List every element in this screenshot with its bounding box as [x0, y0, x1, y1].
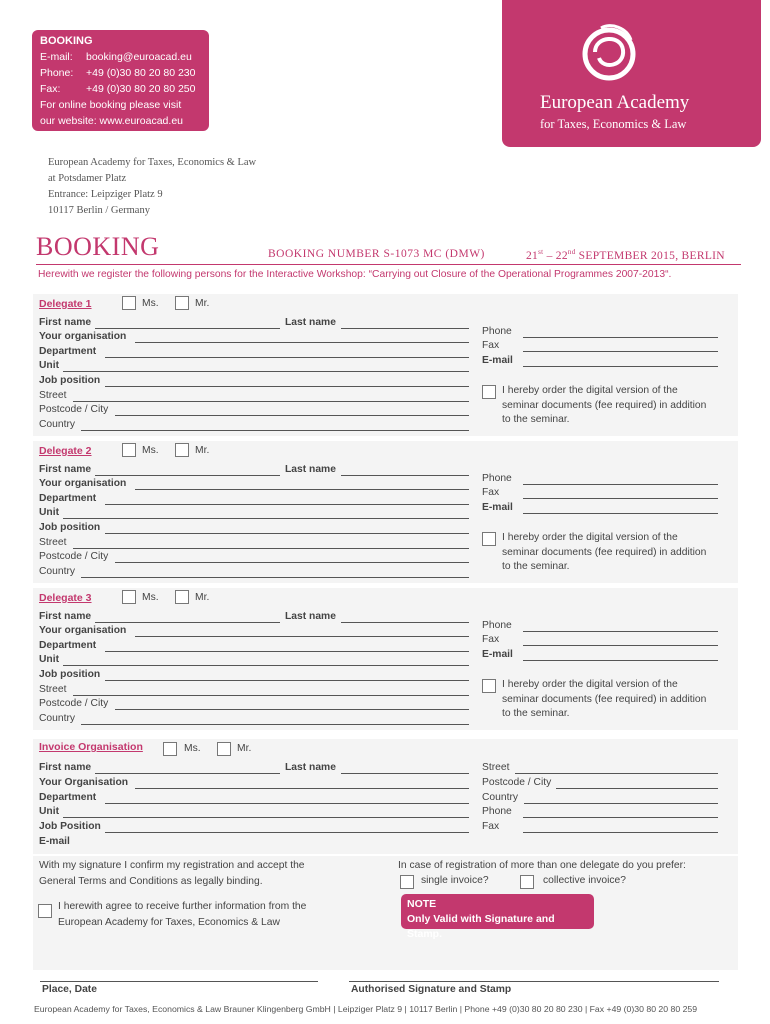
- delegate-1-first-name-input[interactable]: [95, 328, 280, 329]
- collective-invoice-checkbox[interactable]: [520, 875, 534, 889]
- collective-invoice-label: collective invoice?: [543, 875, 626, 886]
- invoice-unit-label: Unit: [39, 806, 60, 817]
- delegate-2-mr-label: Mr.: [195, 445, 210, 456]
- delegate-2-last-name-input[interactable]: [341, 475, 469, 476]
- invoice-email-label: E-mail: [39, 836, 70, 847]
- invoice-department-input[interactable]: [105, 803, 469, 804]
- delegate-3-department-label: Department: [39, 640, 97, 651]
- invoice-job-position-input[interactable]: [105, 832, 469, 833]
- address-line: at Potsdamer Platz: [48, 173, 127, 184]
- invoice-phone-label: Phone: [482, 806, 512, 817]
- agree-info-checkbox[interactable]: [38, 904, 52, 918]
- booking-phone: +49 (0)30 80 20 80 230: [86, 67, 196, 79]
- invoice-organisation-label: Invoice Organisation: [39, 741, 143, 753]
- invoice-unit-input[interactable]: [63, 817, 469, 818]
- invoice-mr-label: Mr.: [237, 743, 252, 754]
- delegate-1-phone-input[interactable]: [523, 337, 718, 338]
- delegate-2-phone-input[interactable]: [523, 484, 718, 485]
- note-title: NOTE: [407, 898, 437, 910]
- delegate-2-digital-docs-checkbox[interactable]: [482, 532, 496, 546]
- invoice-last-name-input[interactable]: [341, 773, 469, 774]
- delegate-2-digital-docs-text: I hereby order the digital version of the seminar documents (fee required) in addition to the seminar.: [502, 532, 707, 572]
- delegate-2-ms-checkbox[interactable]: [122, 443, 136, 457]
- delegate-3-country-input[interactable]: [81, 724, 469, 725]
- delegate-2-country-label: Country: [39, 566, 76, 577]
- delegate-2-label: Delegate 2: [39, 445, 92, 457]
- invoice-fax-input[interactable]: [523, 832, 718, 833]
- delegate-1-first-name-label: First name: [39, 317, 92, 328]
- delegate-3-mr-label: Mr.: [195, 592, 210, 603]
- booking-contact-box: [32, 30, 209, 131]
- delegate-2-email-input[interactable]: [523, 513, 718, 514]
- delegate-2-postcode-input[interactable]: [115, 562, 469, 563]
- delegate-3-street-input[interactable]: [73, 695, 469, 696]
- postal-address: [48, 155, 256, 219]
- invoice-first-name-label: First name: [39, 762, 92, 773]
- delegate-3-organisation-label: Your organisation: [39, 625, 127, 636]
- invoice-postcode-label: Postcode / City: [482, 777, 552, 788]
- delegate-1-postcode-input[interactable]: [115, 415, 469, 416]
- academy-subtitle: for Taxes, Economics & Law: [540, 117, 687, 131]
- delegate-1-ms-checkbox[interactable]: [122, 296, 136, 310]
- delegate-1-organisation-input[interactable]: [135, 342, 469, 343]
- invoice-ms-checkbox[interactable]: [163, 742, 177, 756]
- delegate-3-phone-label: Phone: [482, 620, 512, 631]
- invoice-last-name-label: Last name: [285, 762, 336, 773]
- delegate-3-mr-checkbox[interactable]: [175, 590, 189, 604]
- delegate-1-department-label: Department: [39, 346, 97, 357]
- delegate-2-phone-label: Phone: [482, 473, 512, 484]
- invoice-country-input[interactable]: [524, 803, 718, 804]
- invoice-phone-input[interactable]: [523, 817, 718, 818]
- invoice-first-name-input[interactable]: [95, 773, 280, 774]
- delegate-3-digital-docs-text: I hereby order the digital version of the seminar documents (fee required) in addition to the seminar.: [502, 679, 707, 719]
- title-divider: [36, 264, 741, 265]
- delegate-1-job-position-input[interactable]: [105, 386, 469, 387]
- delegate-1-last-name-input[interactable]: [341, 328, 469, 329]
- delegate-2-postcode-label: Postcode / City: [39, 551, 109, 562]
- delegate-2-organisation-label: Your organisation: [39, 478, 127, 489]
- intro-text: Herewith we register the following persons for the Interactive Workshop: “Carrying out Closure of the Operational Programmes 2007-2013“.: [38, 269, 672, 280]
- delegate-3-section: [33, 588, 738, 730]
- delegate-2-organisation-input[interactable]: [135, 489, 469, 490]
- delegate-1-digital-docs-checkbox[interactable]: [482, 385, 496, 399]
- delegate-3-phone-input[interactable]: [523, 631, 718, 632]
- delegate-3-street-label: Street: [39, 684, 67, 695]
- invoice-job-position-label: Job Position: [39, 821, 101, 832]
- delegate-3-digital-docs-checkbox[interactable]: [482, 679, 496, 693]
- delegate-2-department-input[interactable]: [105, 504, 469, 505]
- delegate-1-job-position-label: Job position: [39, 375, 101, 386]
- delegate-1-country-input[interactable]: [81, 430, 469, 431]
- delegate-3-fax-input[interactable]: [523, 645, 718, 646]
- invoice-postcode-input[interactable]: [556, 788, 718, 789]
- delegate-1-digital-docs-text: I hereby order the digital version of the seminar documents (fee required) in addition to the seminar.: [502, 385, 707, 425]
- academy-name: European Academy: [540, 92, 690, 113]
- delegate-3-job-position-label: Job position: [39, 669, 101, 680]
- delegate-2-section: [33, 441, 738, 583]
- online-booking-line2[interactable]: our website: www.euroacad.eu: [40, 115, 183, 127]
- place-date-label: Place, Date: [42, 984, 97, 995]
- delegate-2-last-name-label: Last name: [285, 464, 336, 475]
- delegate-2-first-name-label: First name: [39, 464, 92, 475]
- online-booking-line1: For online booking please visit: [40, 99, 182, 111]
- invoice-street-label: Street: [482, 762, 510, 773]
- delegate-2-unit-label: Unit: [39, 507, 60, 518]
- delegate-2-ms-label: Ms.: [142, 445, 159, 456]
- single-invoice-label: single invoice?: [421, 875, 489, 886]
- logo-panel: [502, 0, 761, 147]
- single-invoice-checkbox[interactable]: [400, 875, 414, 889]
- booking-number: BOOKING NUMBER S-1073 MC (DMW): [268, 248, 485, 260]
- delegate-3-ms-checkbox[interactable]: [122, 590, 136, 604]
- delegate-3-country-label: Country: [39, 713, 76, 724]
- note-text: Only Valid with Signature and Stamp.: [407, 913, 555, 940]
- invoice-fax-label: Fax: [482, 821, 500, 832]
- delegate-1-phone-label: Phone: [482, 326, 512, 337]
- delegate-1-organisation-label: Your organisation: [39, 331, 127, 342]
- delegate-2-fax-label: Fax: [482, 487, 500, 498]
- delegate-3-department-input[interactable]: [105, 651, 469, 652]
- delegate-2-email-label: E-mail: [482, 502, 513, 513]
- delegate-1-unit-input[interactable]: [63, 371, 469, 372]
- delegate-2-fax-input[interactable]: [523, 498, 718, 499]
- delegate-3-postcode-input[interactable]: [115, 709, 469, 710]
- delegate-3-job-position-input[interactable]: [105, 680, 469, 681]
- delegate-1-street-input[interactable]: [73, 401, 469, 402]
- delegate-3-unit-label: Unit: [39, 654, 60, 665]
- footer: European Academy for Taxes, Economics & Law Brauner Klingenberg GmbH | Leipziger Platz 9 | 10117 Berlin | Phone +49 (0)30 80 20 80 230 | Fax +49 (0)30 80 20 80 259: [34, 1004, 698, 1014]
- delegate-1-mr-label: Mr.: [195, 298, 210, 309]
- delegate-3-last-name-label: Last name: [285, 611, 336, 622]
- booking-email[interactable]: booking@euroacad.eu: [86, 51, 192, 63]
- invoice-organisation-section: [33, 739, 738, 854]
- confirmation-section: [33, 856, 738, 970]
- signature-statement: With my signature I confirm my registration and accept the General Terms and Conditions as legally binding.: [39, 860, 305, 887]
- address-line: 10117 Berlin / Germany: [48, 205, 150, 216]
- delegate-3-fax-label: Fax: [482, 634, 500, 645]
- academy-logo-icon: [581, 22, 637, 84]
- phone-label: Phone:: [40, 67, 74, 79]
- event-date: 21st – 22nd SEPTEMBER 2015, BERLIN: [526, 248, 725, 262]
- delegate-2-country-input[interactable]: [81, 577, 469, 578]
- invoice-ms-label: Ms.: [184, 743, 201, 754]
- delegate-2-street-label: Street: [39, 537, 67, 548]
- delegate-3-email-input[interactable]: [523, 660, 718, 661]
- delegate-2-first-name-input[interactable]: [95, 475, 280, 476]
- delegate-3-label: Delegate 3: [39, 592, 92, 604]
- invoice-organisation-input[interactable]: [135, 788, 469, 789]
- delegate-1-fax-label: Fax: [482, 340, 500, 351]
- delegate-3-ms-label: Ms.: [142, 592, 159, 603]
- delegate-1-street-label: Street: [39, 390, 67, 401]
- delegate-3-last-name-input[interactable]: [341, 622, 469, 623]
- delegate-2-mr-checkbox[interactable]: [175, 443, 189, 457]
- delegate-1-last-name-label: Last name: [285, 317, 336, 328]
- delegate-2-unit-input[interactable]: [63, 518, 469, 519]
- delegate-1-ms-label: Ms.: [142, 298, 159, 309]
- delegate-1-postcode-label: Postcode / City: [39, 404, 109, 415]
- delegate-2-job-position-input[interactable]: [105, 533, 469, 534]
- multi-delegate-question: In case of registration of more than one delegate do you prefer:: [398, 860, 686, 871]
- invoice-organisation-field-label: Your Organisation: [39, 777, 129, 788]
- delegate-2-department-label: Department: [39, 493, 97, 504]
- address-line: European Academy for Taxes, Economics & Law: [48, 157, 257, 168]
- fax-label: Fax:: [40, 83, 61, 95]
- address-line: Entrance: Leipziger Platz 9: [48, 189, 163, 200]
- delegate-1-section: [33, 294, 738, 436]
- delegate-1-label: Delegate 1: [39, 298, 92, 310]
- delegate-3-unit-input[interactable]: [63, 665, 469, 666]
- note-box: [401, 894, 594, 940]
- invoice-street-input[interactable]: [515, 773, 718, 774]
- delegate-1-mr-checkbox[interactable]: [175, 296, 189, 310]
- invoice-department-label: Department: [39, 792, 97, 803]
- booking-box-title: BOOKING: [40, 35, 93, 47]
- email-label: E-mail:: [40, 51, 73, 63]
- invoice-country-label: Country: [482, 792, 519, 803]
- delegate-1-department-input[interactable]: [105, 357, 469, 358]
- delegate-3-organisation-input[interactable]: [135, 636, 469, 637]
- delegate-1-email-label: E-mail: [482, 355, 513, 366]
- delegate-1-country-label: Country: [39, 419, 76, 430]
- delegate-2-job-position-label: Job position: [39, 522, 101, 533]
- agree-info-text: I herewith agree to receive further information from the European Academy for Taxes, Economics & Law: [58, 901, 307, 928]
- authorised-signature-label: Authorised Signature and Stamp: [351, 984, 512, 995]
- invoice-mr-checkbox[interactable]: [217, 742, 231, 756]
- delegate-1-email-input[interactable]: [523, 366, 718, 367]
- delegate-3-postcode-label: Postcode / City: [39, 698, 109, 709]
- delegate-1-unit-label: Unit: [39, 360, 60, 371]
- delegate-3-email-label: E-mail: [482, 649, 513, 660]
- delegate-3-first-name-input[interactable]: [95, 622, 280, 623]
- delegate-1-fax-input[interactable]: [523, 351, 718, 352]
- place-date-line[interactable]: [40, 981, 318, 982]
- page-title: BOOKING: [36, 232, 160, 261]
- delegate-3-first-name-label: First name: [39, 611, 92, 622]
- delegate-2-street-input[interactable]: [73, 548, 469, 549]
- booking-fax: +49 (0)30 80 20 80 250: [86, 83, 196, 95]
- signature-line[interactable]: [349, 981, 719, 982]
